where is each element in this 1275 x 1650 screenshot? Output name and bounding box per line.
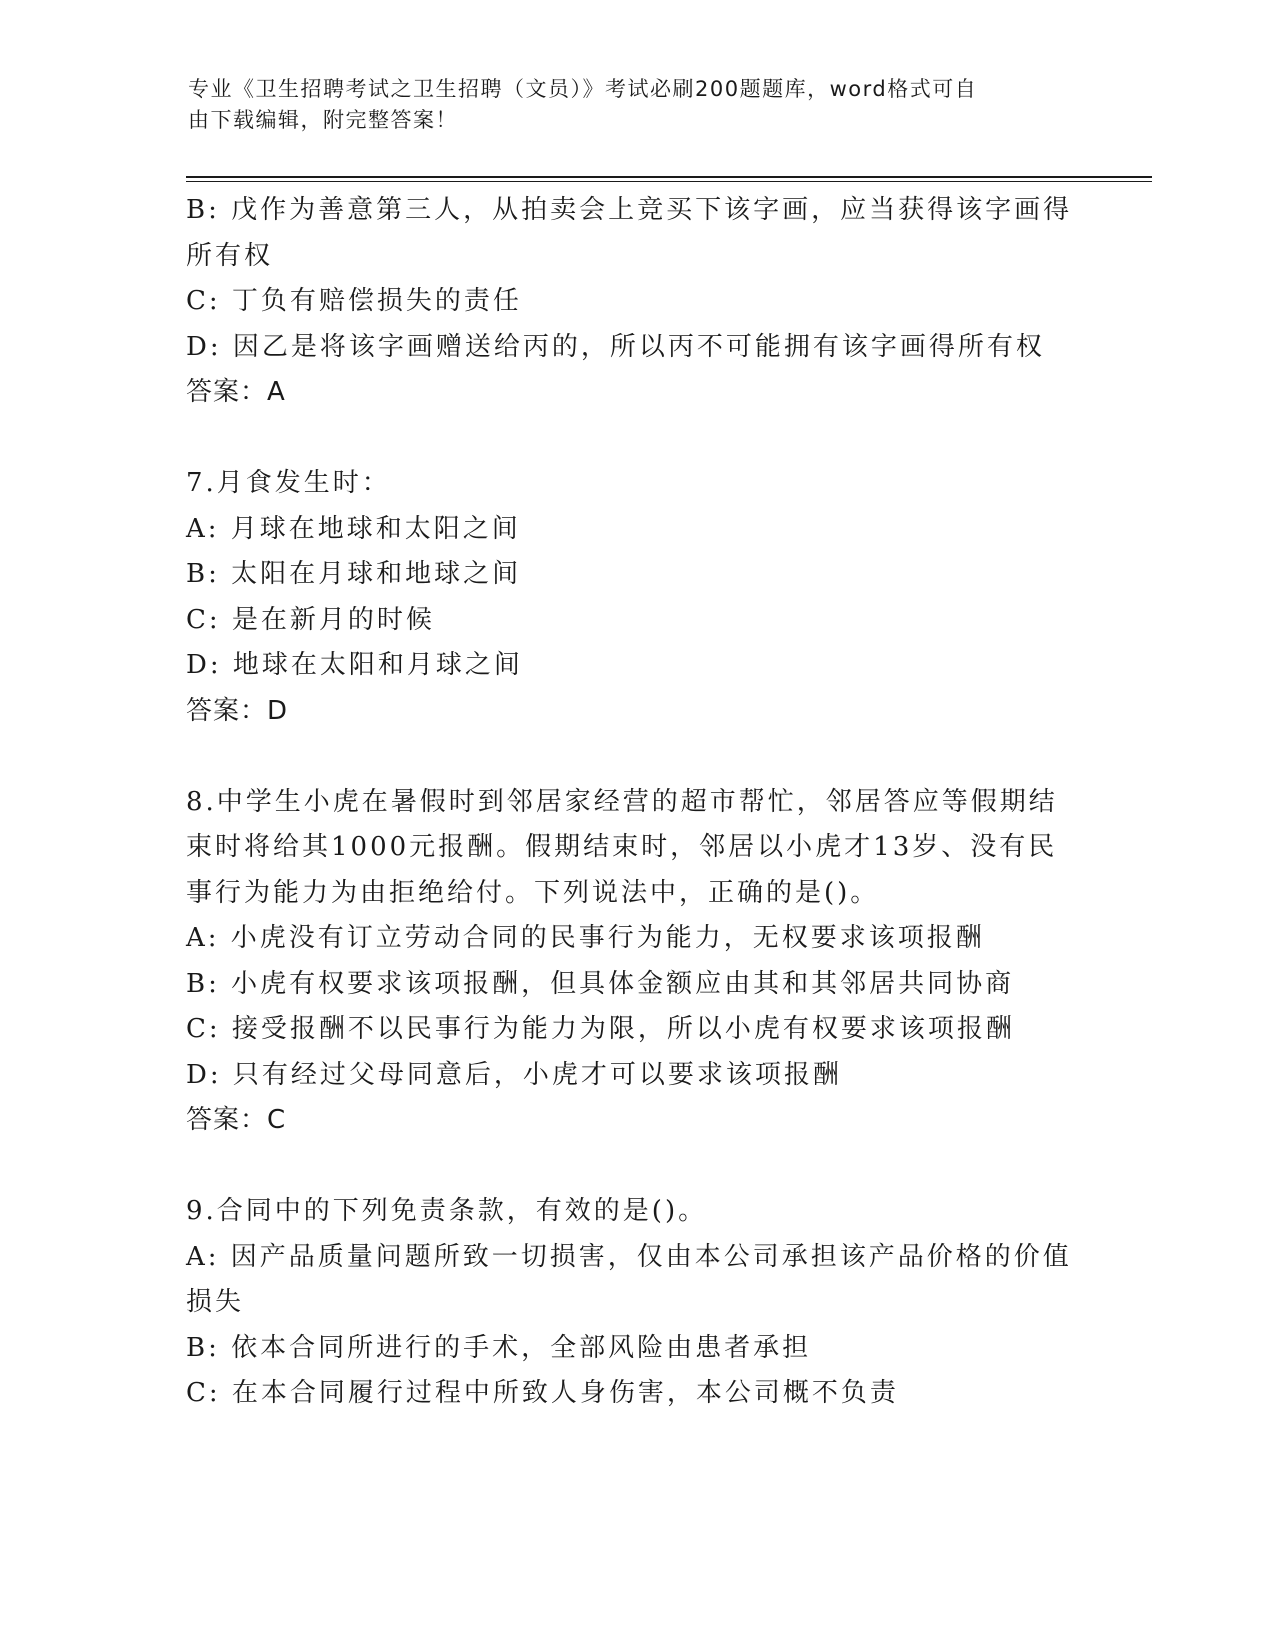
- option-b-line-2: 所有权: [186, 240, 274, 271]
- question-spacer: [186, 1144, 1086, 1190]
- option-a-line-1: A: 因产品质量问题所致一切损害，仅由本公司承担该产品价格的价值: [186, 1241, 1072, 1272]
- question-spacer: [186, 734, 1086, 780]
- header-title-line-2: 由下载编辑，附完整答案！: [188, 108, 458, 132]
- answer: 答案：A: [186, 377, 286, 407]
- option-a: A: 小虎没有订立劳动合同的民事行为能力，无权要求该项报酬: [186, 923, 985, 953]
- option-d: D: 因乙是将该字画赠送给丙的，所以丙不可能拥有该字画得所有权: [186, 331, 1045, 362]
- option-c: C: 接受报酬不以民事行为能力为限，所以小虎有权要求该项报酬: [186, 1014, 1015, 1044]
- question-7: [186, 461, 1086, 734]
- answer: 答案：C: [186, 1105, 287, 1135]
- option-d: D: 只有经过父母同意后，小虎才可以要求该项报酬: [186, 1059, 842, 1090]
- answer: 答案：D: [186, 695, 289, 726]
- question-stem: 9.合同中的下列免责条款，有效的是()。: [186, 1196, 708, 1226]
- option-b-line-1: B: 戊作为善意第三人，从拍卖会上竞买下该字画，应当获得该字画得: [186, 195, 1073, 225]
- question-stem-line-1: 8.中学生小虎在暑假时到邻居家经营的超市帮忙，邻居答应等假期结: [186, 786, 1058, 817]
- option-a-line-2: 损失: [186, 1287, 245, 1317]
- header-divider-thick: [186, 176, 1152, 178]
- option-c: C: 是在新月的时候: [186, 604, 435, 635]
- option-b: B: 小虎有权要求该项报酬，但具体金额应由其和其邻居共同协商: [186, 968, 1015, 999]
- option-c: C: 丁负有赔偿损失的责任: [186, 286, 522, 316]
- header-title-line-1: 专业《卫生招聘考试之卫生招聘（文员）》考试必刷200题题库，word格式可自: [188, 77, 978, 101]
- page-header: [188, 74, 1068, 136]
- question-spacer: [186, 416, 1086, 462]
- option-c: C: 在本合同履行过程中所致人身伤害，本公司概不负责: [186, 1378, 899, 1408]
- question-stem-line-2: 束时将给其1000元报酬。假期结束时，邻居以小虎才13岁、没有民: [186, 832, 1058, 862]
- option-b: B: 太阳在月球和地球之间: [186, 559, 522, 589]
- question-8: [186, 780, 1086, 1144]
- header-divider-thin: [186, 181, 1152, 182]
- question-stem-line-3: 事行为能力为由拒绝给付。下列说法中，正确的是()。: [186, 877, 880, 908]
- question-9: [186, 1189, 1086, 1417]
- question-stem: 7.月食发生时：: [186, 468, 391, 498]
- question-list: [186, 188, 1086, 1417]
- option-a: A: 月球在地球和太阳之间: [186, 513, 521, 544]
- option-d: D: 地球在太阳和月球之间: [186, 650, 523, 680]
- option-b: B: 依本合同所进行的手术，全部风险由患者承担: [186, 1332, 812, 1363]
- question-6-continued: [186, 188, 1086, 416]
